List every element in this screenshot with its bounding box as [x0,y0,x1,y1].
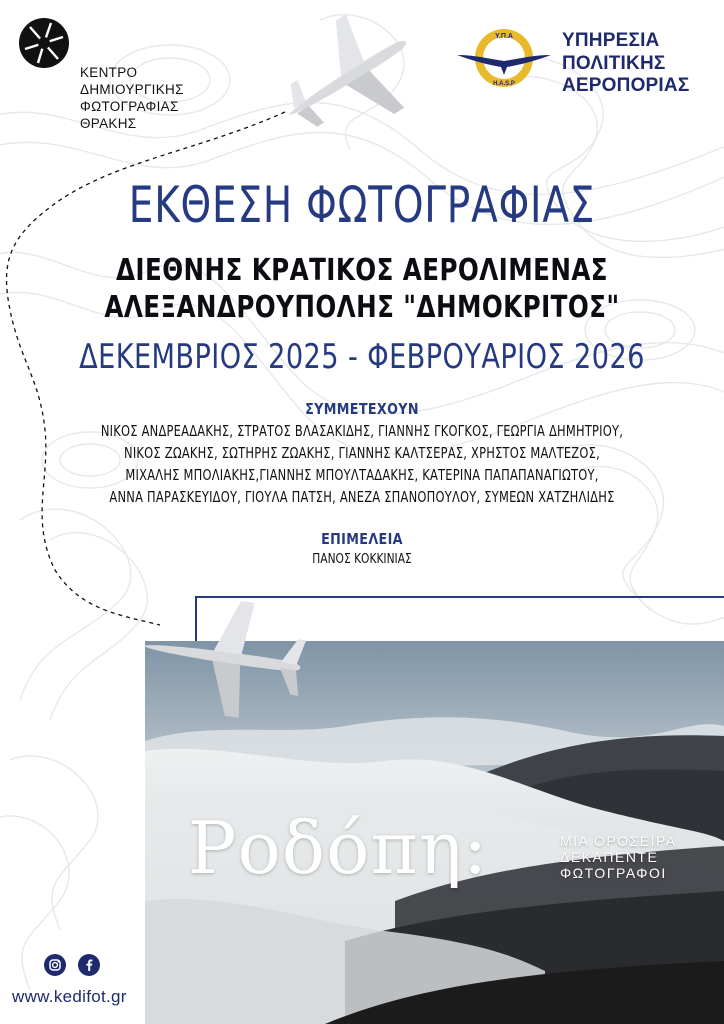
agency-logo-top-text: Υ.Π.Α [495,33,513,40]
venue-line-1: ΔΙΕΘΝΗΣ ΚΡΑΤΙΚΟΣ ΑΕΡΟΛΙΜΕΝΑΣ [115,253,609,288]
venue-line-2: ΑΛΕΞΑΝΔΡΟΥΠΟΛΗΣ "ΔΗΜΟΚΡΙΤΟΣ" [104,290,620,325]
airplane-icon [128,592,318,722]
curation-heading: ΕΠΙΜΕΛΕΙΑ [321,530,403,548]
organizer-name-line: ΘΡΑΚΗΣ [80,116,137,131]
tagline-line: ΜΙΑ ΟΡΟΣΕΙΡΑ [560,833,677,849]
organizer-name-line: ΔΗΜΙΟΥΡΓΙΚΗΣ [80,82,184,97]
organizer-name-line: ΦΩΤΟΓΡΑΦΙΑΣ [80,99,179,114]
curator-name: ΠΑΝΟΣ ΚΟΚΚΙΝΙΑΣ [312,552,412,567]
airplane-icon [268,8,428,148]
organizer-name-line: ΚΕΝΤΡΟ [80,65,138,80]
exhibition-title: ΕΚΘΕΣΗ ΦΩΤΟΓΡΑΦΙΑΣ [128,176,596,234]
bird-emblem-icon [455,25,553,91]
organizer-name [80,64,184,132]
tagline-line: ΔΕΚΑΠΕΝΤΕ [560,849,659,865]
facebook-icon[interactable] [78,954,100,976]
participants-line: ΜΙΧΑΛΗΣ ΜΠΟΛΙΑΚΗΣ,ΓΙΑΝΝΗΣ ΜΠΟΥΛΤΑΔΑΚΗΣ, ΚΑΤΕΡΙΝΑ ΠΑΠΑΠΑΝΑΓΙΩΤΟΥ, [125,466,599,484]
participants-heading: ΣΥΜΜΕΤΕΧΟΥΝ [305,400,419,418]
exhibition-dates: ΔΕΚΕΜΒΡΙΟΣ 2025 - ΦΕΒΡΟΥΑΡΙΟΣ 2026 [79,337,645,377]
camera-aperture-icon [18,17,70,69]
instagram-icon[interactable] [44,954,66,976]
participants-line: ΝΙΚΟΣ ΖΩΑΚΗΣ, ΣΩΤΗΡΗΣ ΖΩΑΚΗΣ, ΓΙΑΝΝΗΣ ΚΑΛΤΣΕΡΑΣ, ΧΡΗΣΤΟΣ ΜΑΛΤΕΖΟΣ, [124,444,600,462]
agency-name-line: ΠΟΛΙΤΙΚΗΣ [562,52,666,74]
exhibition-tagline [560,833,677,881]
participants-line: ΑΝΝΑ ΠΑΡΑΣΚΕΥΙΔΟΥ, ΓΙΟΥΛΑ ΠΑΤΣΗ, ΑΝΕΖΑ ΣΠΑΝΟΠΟΥΛΟΥ, ΣΥΜΕΩΝ ΧΑΤΖΗΛΙΔΗΣ [109,488,615,506]
tagline-line: ΦΩΤΟΓΡΑΦΟΙ [560,865,667,881]
agency-name [562,30,689,98]
exhibition-name: Ροδόπη: [188,806,489,890]
website-link[interactable]: www.kedifot.gr [12,987,127,1006]
agency-name-line: ΥΠΗΡΕΣΙΑ [562,30,660,51]
agency-name-line: ΑΕΡΟΠΟΡΙΑΣ [562,75,690,96]
agency-logo-bottom-text: H.A.S.P [493,81,515,87]
participants-list [94,420,630,508]
participants-line: ΝΙΚΟΣ ΑΝΔΡΕΑΔΑΚΗΣ, ΣΤΡΑΤΟΣ ΒΛΑΣΑΚΙΔΗΣ, ΓΙΑΝΝΗΣ ΓΚΟΓΚΟΣ, ΓΕΩΡΓΙΑ ΔΗΜΗΤΡΙΟΥ, [100,422,624,440]
